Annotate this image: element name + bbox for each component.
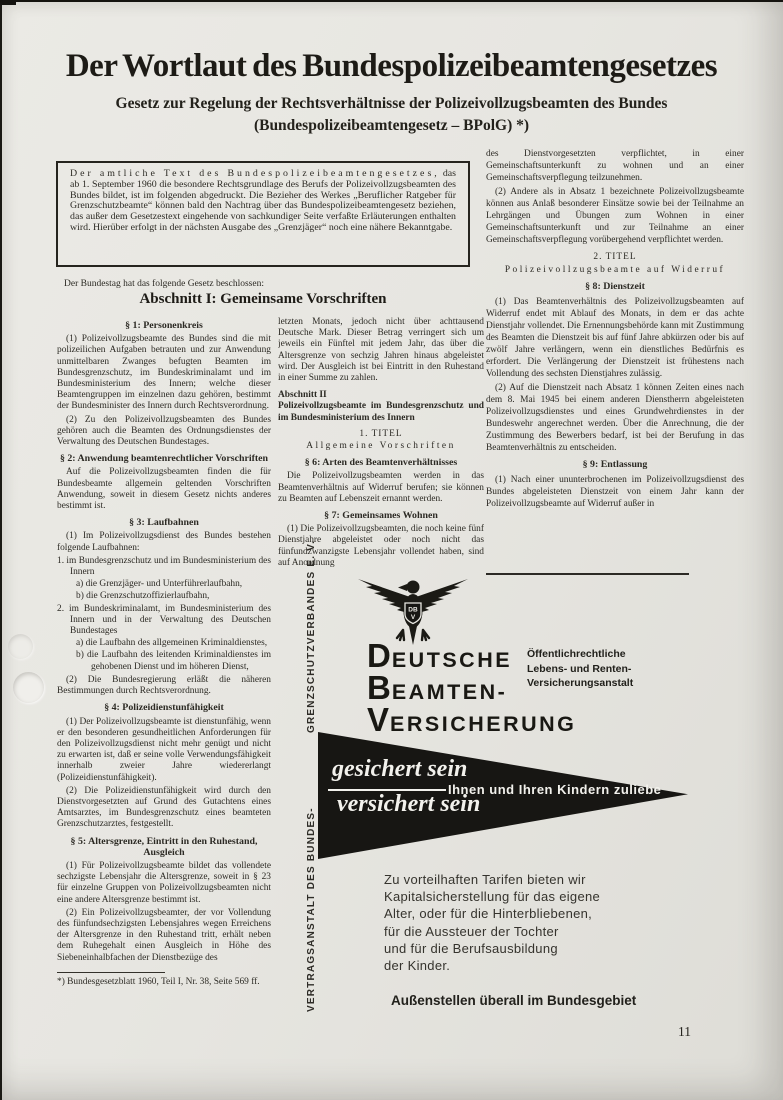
list-item: 2. im Bundeskriminalamt, im Bundesministerium des Innern und in der Verwaltung des Deutschen Bundestages bbox=[57, 603, 271, 637]
title-line: 1. TITEL bbox=[359, 428, 403, 439]
paragraph: (1) Die Polizeivollzugsbeamten, die noch keine fünf Dienstjahre abgeleistet oder noch nicht das fünfundzwanzigste Lebensjahr vollendet haben, sind auf Anordnung bbox=[278, 524, 484, 568]
ad-subtitle bbox=[527, 647, 633, 691]
column-left bbox=[57, 315, 271, 1037]
paragraph: Die Polizeivollzugsbeamten werden in das Beamtenverhältnis auf Widerruf berufen; sie können zu Beamten auf Lebenszeit ernannt werden. bbox=[278, 471, 484, 504]
subtitle-line: (Bundespolizeibeamtengesetz – BPolG) *) bbox=[253, 117, 530, 134]
brand-name-line: VERSICHERUNG bbox=[367, 701, 577, 738]
page-number: 11 bbox=[678, 1024, 691, 1039]
paragraph: letzten Monats, jedoch nicht über achttausend Deutsche Mark. Dieser Betrag verringert sich um jeweils ein Fünftel mit jedem Jahr, das über die Altersgrenze von sechzig Jahren hinaus abgeleistet wird. Der Ausgleich ist bei Eintritt in den Ruhestand in einer Summe zu zahlen. bbox=[278, 317, 484, 384]
column-right bbox=[486, 146, 744, 574]
page-title: Der Wortlaut des Bundespolizeibeamtengesetzes bbox=[65, 48, 718, 84]
pennant-slogan: Ihnen und Ihren Kindern zuliebe bbox=[448, 782, 662, 797]
list-item: b) die Laufbahn des leitenden Kriminaldienstes im gehobenen Dienst und im höheren Dienst, bbox=[76, 650, 271, 672]
preamble: Der Bundestag hat das folgende Gesetz beschlossen: bbox=[64, 279, 264, 289]
column-middle bbox=[278, 315, 484, 573]
punch-hole bbox=[8, 634, 33, 659]
paragraph: (2) Zu den Polizeivollzugsbeamten des Bundes gehören auch die Beamten des Ordnungsdienstes der Verwaltung des Deutschen Bundestages. bbox=[57, 414, 271, 448]
ad-subtitle-line: Versicherungsanstalt bbox=[527, 677, 634, 689]
ad-body-line: Zu vorteilhaften Tarifen bieten wir bbox=[384, 872, 586, 887]
punch-hole bbox=[13, 672, 44, 703]
list-item: a) die Grenzjäger- und Unterführerlaufbahn, bbox=[76, 579, 243, 590]
section-heading: Abschnitt II bbox=[278, 390, 327, 401]
section-subheading: § 9: Entlassung bbox=[582, 459, 648, 470]
brand-name-line: BEAMTEN- bbox=[367, 669, 508, 706]
section-subheading: § 4: Polizeidienstunfähigkeit bbox=[104, 702, 224, 714]
title-line: 2. TITEL bbox=[593, 252, 637, 262]
paragraph: (2) Die Polizeidienstunfähigkeit wird durch den Dienstvorgesetzten auf Grund des Gutachtens eines Amtsarztes, im Bundesgrenzschutz eines beamteten Grenzschutzarztes, festgestellt. bbox=[57, 785, 271, 830]
list-item: 1. im Bundesgrenzschutz und im Bundesministerium des Innern bbox=[57, 555, 271, 578]
section-subheading: § 1: Personenkreis bbox=[125, 320, 203, 331]
section-heading: Abschnitt I: Gemeinsame Vorschriften bbox=[139, 291, 387, 307]
section-subheading: § 6: Arten des Beamtenverhältnisses bbox=[304, 457, 458, 469]
subtitle-line: Gesetz zur Regelung der Rechtsverhältnisse der Polizeivollzugsbeamten des Bundes bbox=[115, 95, 668, 112]
paragraph: (1) Nach einer ununterbrochenen im Polizeivollzugsdienst des Bundes abgeleisteten Dienstzeit von einem Jahr kann der Polizeivollzugsbeamte auf Widerruf außer in bbox=[486, 475, 744, 509]
paragraph: (2) Die Bundesregierung erläßt die näheren Bestimmungen durch Rechtsverordnung. bbox=[57, 674, 271, 697]
paragraph: (1) Der Polizeivollzugsbeamte ist dienstunfähig, wenn er den besonderen gesundheitlichen Anforderungen für den Polizeivollzugsdienst nicht mehr genügt und nicht zu erwarten ist, daß er seine volle Verwendungsfähigkeit innerhalb zweier Jahre wiedererlangt (Polizeidienstunfähigkeit). bbox=[57, 716, 271, 783]
ad-body-line: und für die Berufsausbildung bbox=[384, 940, 558, 956]
vertical-association-text: VERTRAGSANSTALT DES BUNDES- bbox=[306, 807, 317, 1012]
ad-subtitle-line: Lebens- und Renten- bbox=[527, 662, 632, 675]
section-heading: Polizeivollzugsbeamte im Bundesgrenzschutz und im Bundesministerium des Innern bbox=[278, 401, 484, 423]
pennant-script-line: versichert sein bbox=[337, 791, 481, 817]
footnote-rule bbox=[57, 972, 165, 973]
ad-footer-text: Außenstellen überall im Bundesgebiet bbox=[391, 993, 637, 1008]
scan-corner-artifact bbox=[0, 0, 16, 5]
ad-subtitle-line: Öffentlichrechtliche bbox=[527, 648, 626, 660]
section-subheading: § 2: Anwendung beamtenrechtlicher Vorschriften bbox=[59, 453, 269, 465]
scan-edge-left bbox=[0, 0, 2, 1100]
intro-text bbox=[70, 169, 456, 234]
vertical-association-text: GRENZSCHUTZVERBANDES E. V. bbox=[306, 539, 317, 733]
intro-lead-text: Der amtliche Text des Bundespolizeibeamtengesetzes, bbox=[70, 168, 440, 179]
paragraph: (1) Das Beamtenverhältnis des Polizeivollzugsbeamten auf Widerruf endet mit Ablauf des Monats, in dem er das achte Dienstjahr vollendet. Die Ernennungsbehörde kann mit Zustimmung des Beamten die Dienstzeit bis auf fünf Jahre abkürzen oder bis auf zwölf Jahre verlängern, wenn ein dienstliches Bedürfnis es erfordert. Die Verlängerung der Dienstzeit ist frühestens nach Vollendung des sechsten Dienstjahres zulässig. bbox=[486, 297, 744, 379]
paragraph: des Dienstvorgesetzten verpflichtet, in einer Gemeinschaftsunterkunft zu wohnen und an einer Gemeinschaftsverpflegung teilzunehmen. bbox=[486, 149, 744, 183]
list-item: b) die Grenzschutzoffizierlaufbahn, bbox=[76, 591, 210, 602]
pennant-script-line: gesichert sein bbox=[332, 756, 468, 782]
title-line: Allgemeine Vorschriften bbox=[306, 441, 456, 452]
paragraph: (2) Ein Polizeivollzugsbeamter, der vor Vollendung des fünfundsechzigsten Lebensjahres wegen Erreichens der Altersgrenze in den Ruhestand tritt, erhält neben dem Ruhegehalt einen Ausgleich in Höhe des Siebeneinhalbfachen der Dienstbezüge des bbox=[57, 907, 271, 963]
ad-divider-rule bbox=[486, 573, 689, 575]
paragraph: (1) Für Polizeivollzugsbeamte bildet das vollendete sechzigste Lebensjahr die Altersgrenze, soweit in § 23 für einzelne Gruppen von Polizeivollzugsbeamten nicht eine andere Altersgrenze bestimmt ist. bbox=[57, 860, 271, 905]
intro-box bbox=[56, 161, 470, 267]
scan-edge-top bbox=[0, 0, 783, 2]
ad-body-line: der Kinder. bbox=[384, 958, 451, 974]
paragraph: (2) Andere als in Absatz 1 bezeichnete Polizeivollzugsbeamte können aus Anlaß besonderer Einsätze sowie bei der Teilnahme an Lehrgängen und Übungen zum Wohnen in einer Gemeinschaftsunterkunft und zur Teilnahme an einer Gemeinschaftsverpflegung vorübergehend verpflichtet werden. bbox=[486, 187, 744, 245]
ad-body-line: für die Aussteuer der Tochter bbox=[384, 923, 559, 939]
ad-body-line: Alter, oder für die Hinterbliebenen, bbox=[384, 906, 593, 922]
list-item: a) die Laufbahn des allgemeinen Kriminaldienstes, bbox=[76, 638, 268, 649]
paragraph: Auf die Polizeivollzugsbeamten finden die für Bundesbeamte allgemein geltenden Vorschriften Anwendung, soweit in diesem Gesetz nichts anderes bestimmt ist. bbox=[57, 467, 271, 512]
shield-monogram-bottom: V bbox=[410, 614, 416, 621]
section-subheading: § 8: Dienstzeit bbox=[585, 281, 645, 292]
section-subheading: § 5: Altersgrenze, Eintritt in den Ruhestand, Ausgleich bbox=[70, 835, 258, 858]
intro-rest-text: das ab 1. September 1960 die besondere Rechtsgrundlage des Berufs der Polizeivollzugsbeamten des Bundes bildet, ist im folgenden abgedruckt. Die Bezieher des Werkes „Beruflicher Ratgeber für Grenzschutzbeamte“ können bald den Nachtrag über das Bundespolizeibeamtengesetz beziehen, das außer dem Gesetzestext eingehende von sachkundiger Seite verfaßte Erläuterungen enthalten wird. Hierüber erfolgt in der nächsten Ausgabe des „Grenzjäger“ noch eine nähere Bekanntgabe. bbox=[70, 168, 456, 233]
ad-body-line: Kapitalsicherstellung für das eigene bbox=[384, 889, 601, 905]
ad-body-text bbox=[384, 871, 600, 974]
footnote: *) Bundesgesetzblatt 1960, Teil I, Nr. 38, Seite 569 ff. bbox=[57, 976, 260, 987]
section-subheading: § 3: Laufbahnen bbox=[129, 517, 199, 529]
brand-name-line: DEUTSCHE bbox=[367, 637, 513, 674]
paragraph: (1) Im Polizeivollzugsdienst des Bundes bestehen folgende Laufbahnen: bbox=[57, 531, 271, 553]
paragraph: (1) Polizeivollzugsbeamte des Bundes sind die mit polizeilichen Aufgaben betrauten und zur Anwendung unmittelbaren Zwanges befugten Beamten im Bundesgrenzschutz, im Bundeskriminalamt und im Bundesministerium des Innern; welche dieser Beamtengruppen im einzelnen dazu gehören, bestimmt der Bundesminister des Innern durch Rechtsverordnung. bbox=[57, 334, 271, 412]
shield-monogram-top: DB bbox=[408, 606, 418, 614]
paragraph: (2) Auf die Dienstzeit nach Absatz 1 können Zeiten eines nach dem 8. Mai 1945 bei einem anderen Dienstherrn abgeleisteten Polizeivollzugsdienstes und eines Grundwehrdienstes in der Bundeswehr angerechnet werden. Über die Anrechnung, die der Zustimmung des Bewerbers bedarf, ist bei der Berufung in das Beamtenverhältnis zu entscheiden. bbox=[486, 383, 744, 453]
title-line: Polizeivollzugsbeamte auf Widerruf bbox=[504, 265, 726, 275]
section-subheading: § 7: Gemeinsames Wohnen bbox=[324, 510, 438, 522]
